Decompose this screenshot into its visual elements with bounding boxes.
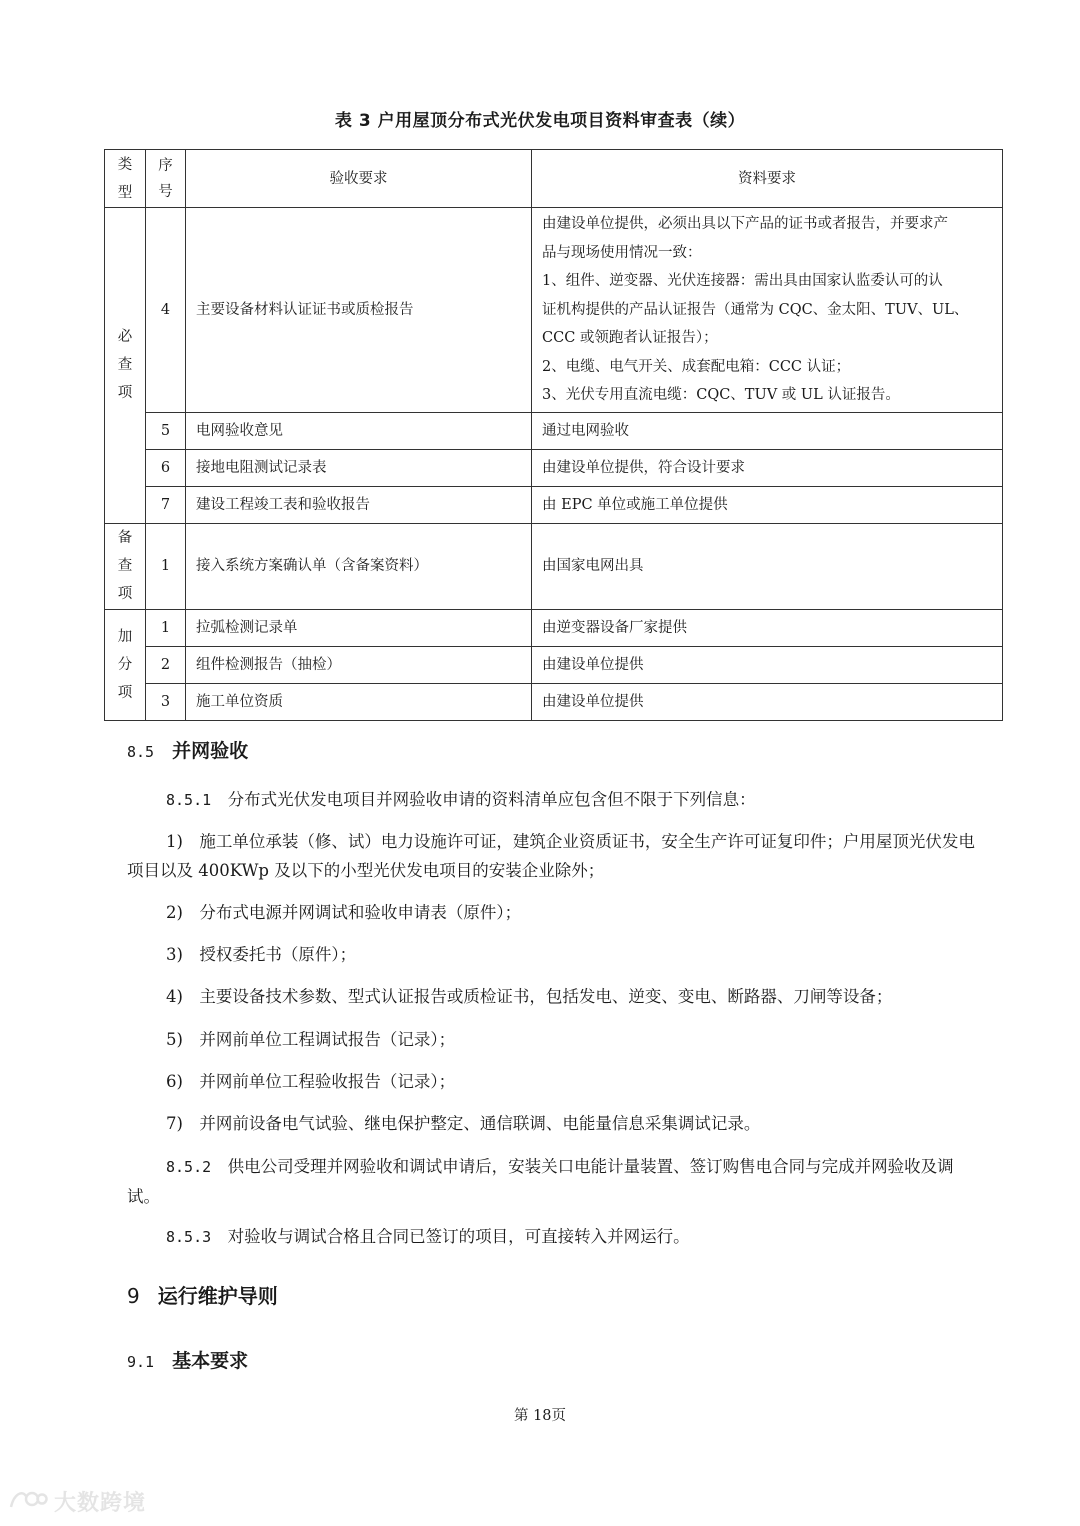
header-seq: 序 号	[146, 150, 186, 208]
row-seq: 1	[146, 523, 186, 609]
section-heading-9-1: 9.1 基本要求	[127, 1350, 249, 1372]
header-type: 类 型	[105, 150, 146, 208]
header-acceptance: 验收要求	[186, 150, 532, 208]
list-item: 7) 并网前设备电气试验、继电保护整定、通信联调、电能量信息采集调试记录。	[166, 1114, 761, 1133]
table-row	[105, 646, 1003, 683]
section-heading-9: 9 运行维护导则	[127, 1284, 278, 1308]
row-requirement: 电网验收意见	[186, 412, 532, 449]
logo-icon	[8, 1486, 48, 1516]
group-backup: 备 查 项	[105, 523, 146, 609]
table-row	[105, 208, 1003, 413]
row-material: 由建设单位提供，符合设计要求	[532, 449, 1003, 486]
table-row	[105, 412, 1003, 449]
row-seq: 5	[146, 412, 186, 449]
watermark	[8, 1486, 146, 1516]
row-material: 由 EPC 单位或施工单位提供	[532, 486, 1003, 523]
table-row	[105, 486, 1003, 523]
watermark-text: 大数跨境	[54, 1490, 147, 1516]
table-title: 表 3 户用屋顶分布式光伏发电项目资料审查表（续）	[334, 111, 746, 131]
row-material: 由建设单位提供，必须出具以下产品的证书或者报告，并要求产 品与现场使用情况一致： 1、组件、逆变器、光伏连接器：需出具由国家认监委认可的认 证机构提供的产品认证报告（通常为 CQC、金太阳、TUV、UL、 CCC 或领跑者认证报告）； 2、电缆、电气开关、成套配电箱：CCC 认证； 3、光伏专用直流电缆：CQC、TUV 或 UL 认证报告。	[532, 208, 1003, 413]
row-requirement: 接地电阻测试记录表	[186, 449, 532, 486]
page-number: 第 18页	[513, 1408, 567, 1424]
list-item: 4) 主要设备技术参数、型式认证报告或质检证书，包括发电、逆变、变电、断路器、刀闸等设备；	[166, 987, 893, 1006]
row-requirement: 建设工程竣工表和验收报告	[186, 486, 532, 523]
row-seq: 3	[146, 683, 186, 720]
row-material: 由建设单位提供	[532, 683, 1003, 720]
table-row	[105, 609, 1003, 646]
clause-8-5-1: 8.5.1 分布式光伏发电项目并网验收申请的资料清单应包含但不限于下列信息：	[166, 790, 756, 809]
header-material: 资料要求	[532, 150, 1003, 208]
list-item: 2) 分布式电源并网调试和验收申请表（原件）；	[166, 903, 522, 922]
table-header-row	[105, 150, 1003, 208]
review-table	[104, 149, 1003, 721]
row-requirement: 拉弧检测记录单	[186, 609, 532, 646]
row-requirement: 组件检测报告（抽检）	[186, 646, 532, 683]
list-item: 3) 授权委托书（原件）；	[166, 945, 357, 964]
table-row	[105, 683, 1003, 720]
list-item: 5) 并网前单位工程调试报告（记录）；	[166, 1030, 456, 1049]
row-seq: 4	[146, 208, 186, 413]
group-bonus: 加 分 项	[105, 609, 146, 720]
row-material: 由建设单位提供	[532, 646, 1003, 683]
section-heading-8-5: 8.5 并网验收	[127, 740, 249, 762]
row-seq: 1	[146, 609, 186, 646]
row-seq: 6	[146, 449, 186, 486]
group-mandatory: 必 查 项	[105, 208, 146, 524]
row-seq: 7	[146, 486, 186, 523]
list-item: 6) 并网前单位工程验收报告（记录）；	[166, 1072, 456, 1091]
list-item: 1) 施工单位承装（修、试）电力设施许可证，建筑企业资质证书，安全生产许可证复印件；户用屋顶光伏发电项目以及 400KWp 及以下的小型光伏发电项目的安装企业除外；	[127, 832, 975, 880]
clause-8-5-2: 8.5.2 供电公司受理并网验收和调试申请后，安装关口电能计量装置、签订购售电合同与完成并网验收及调试。	[127, 1157, 954, 1206]
table-row	[105, 523, 1003, 609]
row-material: 通过电网验收	[532, 412, 1003, 449]
row-seq: 2	[146, 646, 186, 683]
row-requirement: 接入系统方案确认单（含备案资料）	[186, 523, 532, 609]
clause-8-5-3: 8.5.3 对验收与调试合格且合同已签订的项目，可直接转入并网运行。	[166, 1227, 690, 1246]
table-row	[105, 449, 1003, 486]
row-material: 由逆变器设备厂家提供	[532, 609, 1003, 646]
row-material: 由国家电网出具	[532, 523, 1003, 609]
row-requirement: 施工单位资质	[186, 683, 532, 720]
row-requirement: 主要设备材料认证证书或质检报告	[186, 208, 532, 413]
